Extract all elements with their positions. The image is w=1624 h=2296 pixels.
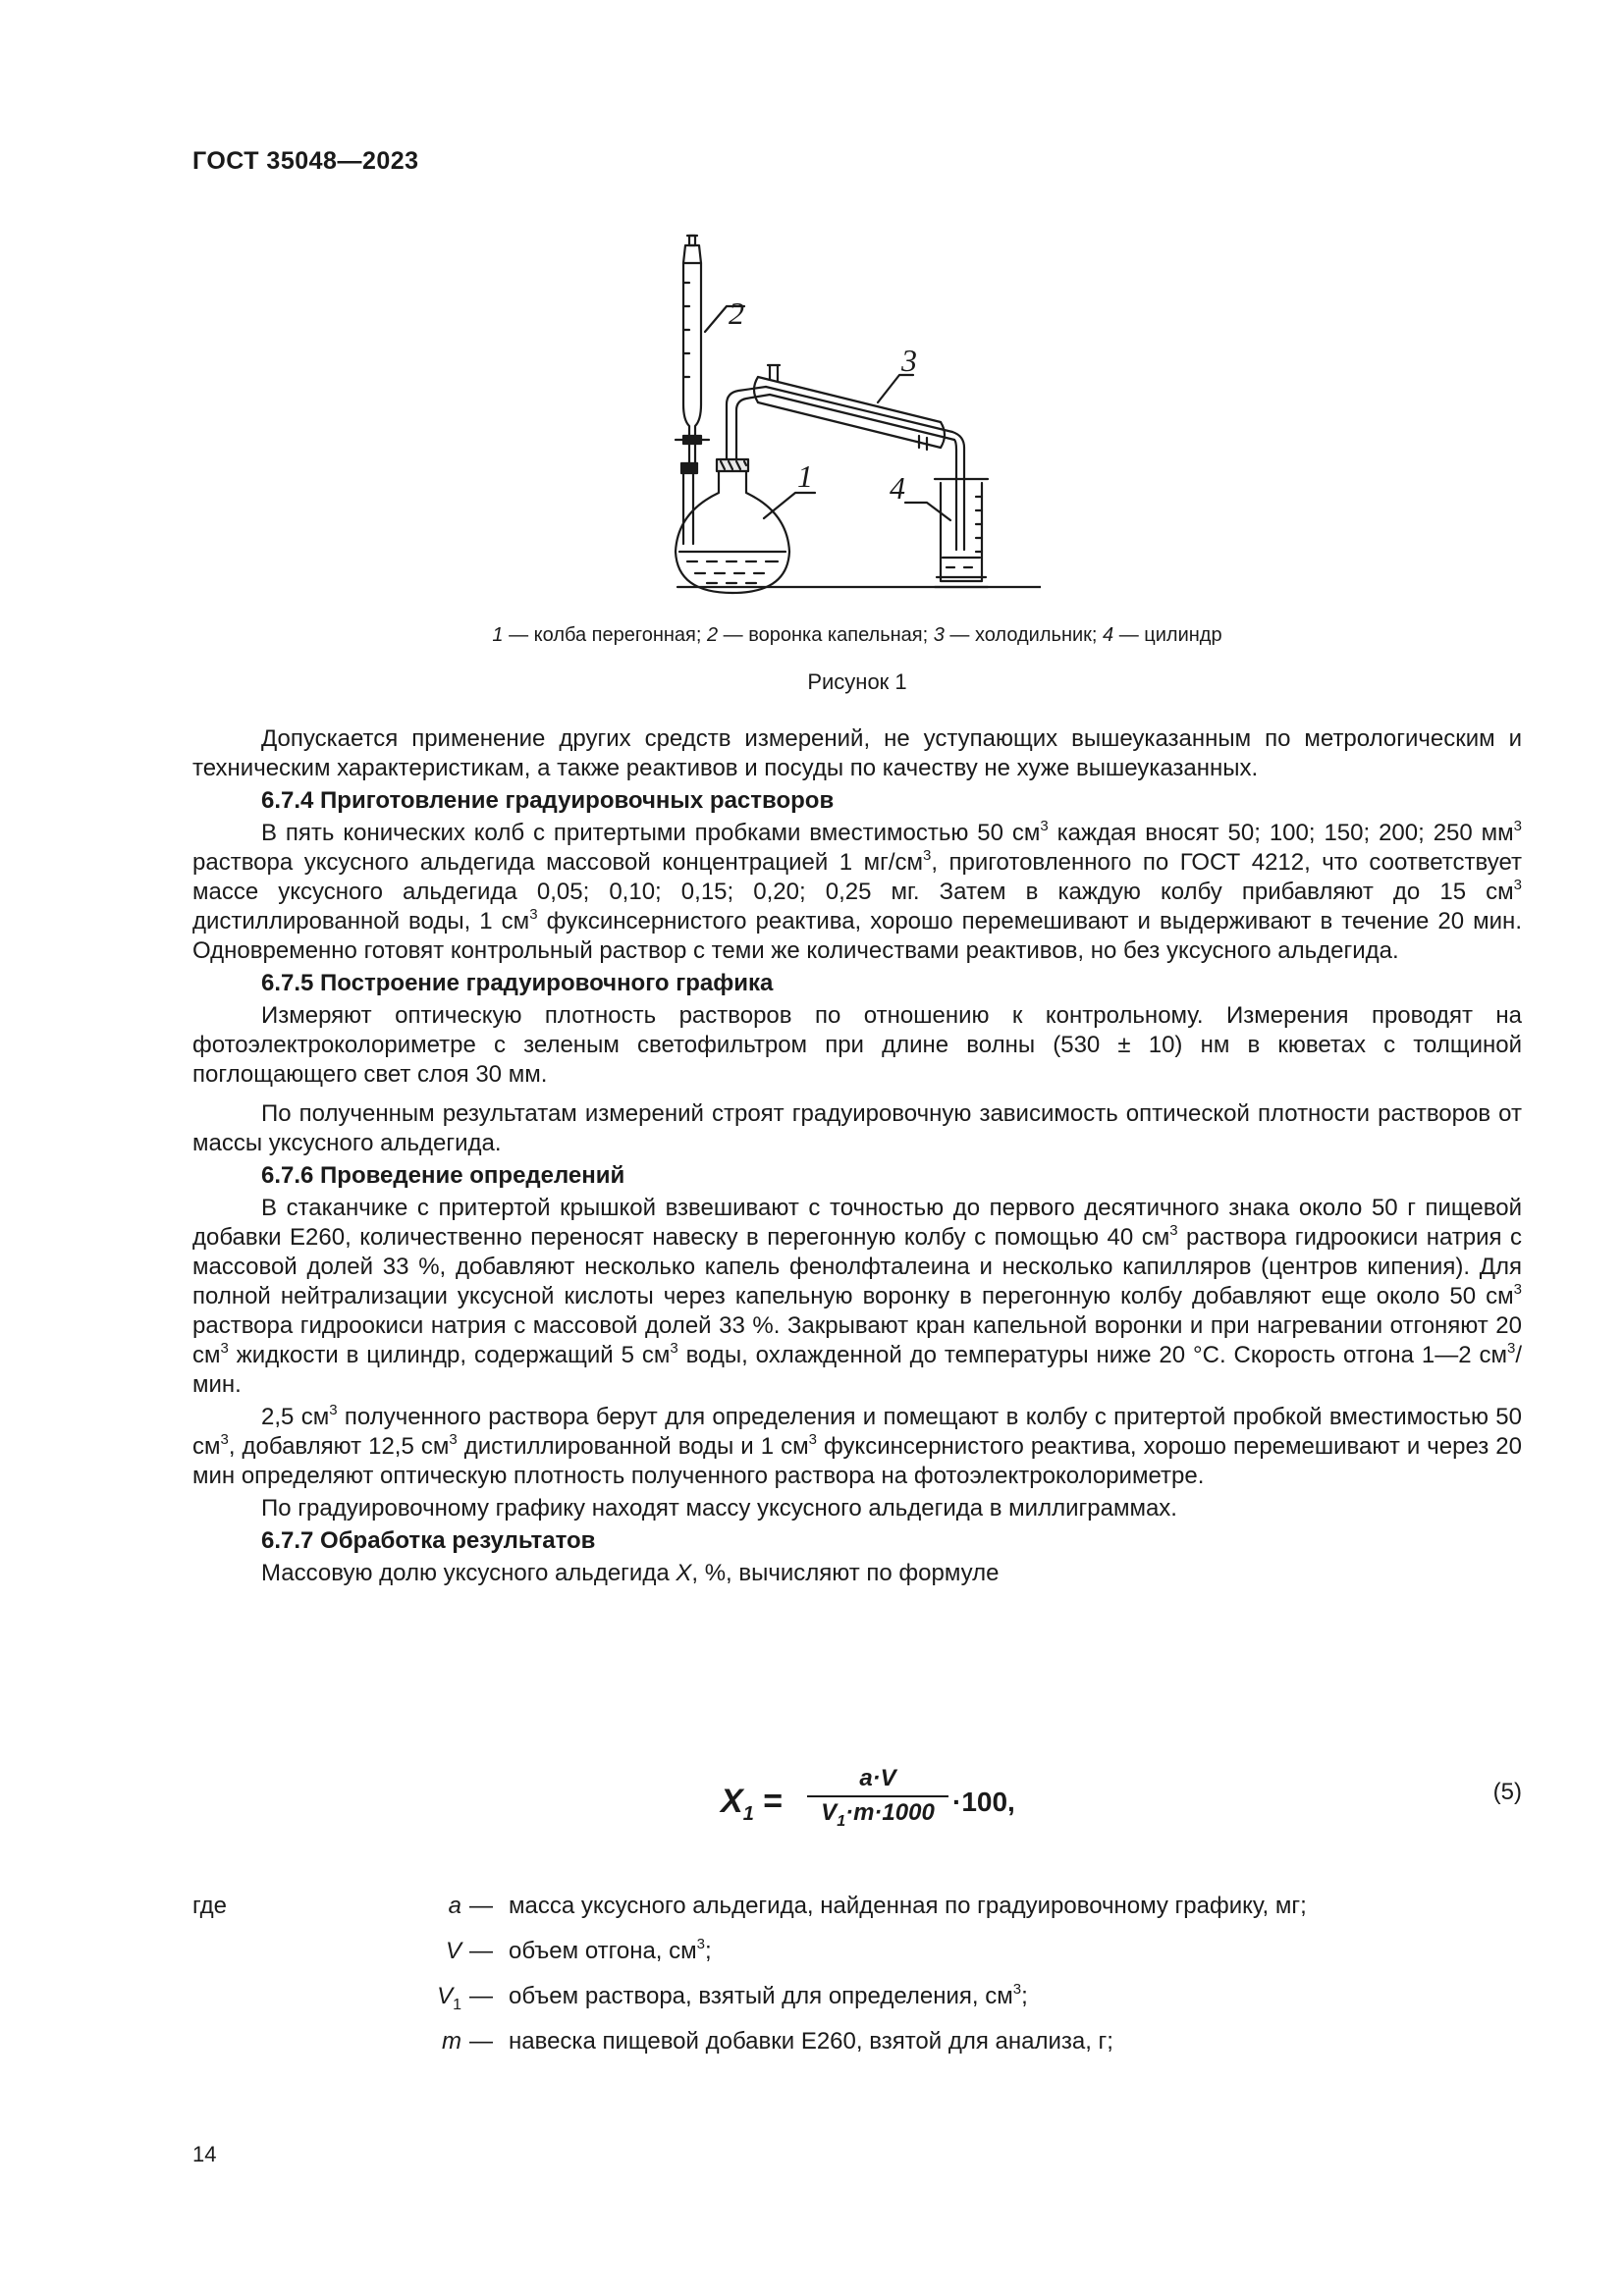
section-heading-6-7-7: 6.7.7 Обработка результатов (261, 1527, 596, 1554)
legend-symbol: V (445, 1938, 461, 1964)
section-heading-6-7-4: 6.7.4 Приготовление градуировочных растворов (261, 787, 835, 814)
caption-num-4: 4 (1103, 624, 1114, 646)
caption-num-1: 1 (492, 624, 504, 646)
legend-text: объем отгона, $см^3$; (509, 1936, 712, 1964)
caption-text-3: — холодильник; (944, 624, 1104, 646)
dropping-funnel (676, 236, 709, 463)
vapour-tube (727, 387, 770, 459)
formula-numerator: a·V (859, 1765, 896, 1791)
apparatus-figure (648, 228, 1041, 597)
condenser (754, 365, 954, 450)
paragraph-alternatives: Допускается применение других средств измерений, не уступающих вышеуказанным по метрологическим и техническим характеристикам, а также реактивов и посуды по качеству не хуже вышеуказанных. (192, 725, 1522, 781)
legend-row-a (192, 1893, 1522, 1922)
caption-text-1: — колба перегонная; (503, 624, 707, 646)
leader-4 (905, 503, 950, 520)
page-number: 14 (192, 2142, 217, 2166)
legend-row-v1 (192, 1983, 1522, 2012)
document-code: ГОСТ 35048—2023 (192, 147, 419, 175)
paragraph-6-7-5-a: Измеряют оптическую плотность растворов по отношению к контрольному. Измерения проводят на фотоэлектроколориметре с зеленым светофильтром при длине волны (530 ± 10) нм в кюветах с толщиной поглощающего свет слоя 30 мм. (192, 1002, 1522, 1088)
body-text (192, 724, 1522, 1588)
paragraph-6-7-6-a: В стаканчике с притертой крышкой взвешивают с точностью до первого десятичного знака около 50 г пищевой добавки Е260, количественно переносят навеску в перегонную колбу с помощью 40 $см^3$ раствора гидроокиси натрия с массовой долей 33 %, добавляют несколько капель фенолфталеина и несколько капилляров (центров кипения). Для полной нейтрализации уксусной кислоты через капельную воронку в перегонную колбу добавляют еще около 50 $см^3$ раствора гидроокиси натрия с массовой долей 33 %. Закрывают кран капельной воронки и при нагревании отгоняют 20 $см^3$ жидкости в цилиндр, содержащий 5 $см^3$ воды, охлажденной до температуры ниже 20 °С. Скорость отгона 1—2 $см^3$/мин. (192, 1195, 1523, 1398)
legend-symbol: m (442, 2028, 461, 2055)
formula-legend (192, 1893, 1522, 2073)
legend-lead: где (192, 1893, 228, 1919)
legend-text: объем раствора, взятый для определения, $см^3$; (509, 1981, 1028, 2009)
legend-text: навеска пищевой добавки Е260, взятой для анализа, г; (509, 2028, 1113, 2055)
legend-dash: — (469, 1893, 493, 1919)
paragraph-6-7-6-b: 2,5 $см^3$ полученного раствора берут для определения и помещают в колбу с притертой пробкой вместимостью 50 $см^3$, добавляют 12,5 $см^3$ дистиллированной воды и 1 $см^3$ фуксинсернистого реактива, хорошо перемешивают и через 20 мин определяют оптическую плотность полученного раствора на фотоэлектроколориметре. (192, 1402, 1523, 1489)
section-heading-6-7-6: 6.7.6 Проведение определений (261, 1162, 625, 1189)
formula-fraction (807, 1765, 948, 1831)
paragraph-6-7-5-b: По полученным результатам измерений строят градуировочную зависимость оптической плотности растворов от массы уксусного альдегида. (192, 1100, 1522, 1156)
figure-label-2: 2 (729, 295, 744, 331)
paragraph-6-7-4: В пять конических колб с притертыми пробками вместимостью 50 $см^3$ каждая вносят 50; 100; 150; 200; 250 $мм^3$ раствора уксусного альдегида массовой концентрацией 1 $мг/см^3$, приготовленного по ГОСТ 4212, что соответствует массе уксусного альдегида 0,05; 0,10; 0,15; 0,20; 0,25 мг. Затем в каждую колбу прибавляют до 15 $см^3$ дистиллированной воды, 1 $см^3$ фуксинсернистого реактива, хорошо перемешивают и выдерживают в течение 20 мин. Одновременно готовят контрольный раствор с теми же количествами реактивов, но без уксусного альдегида. (192, 818, 1523, 964)
leader-1 (764, 493, 815, 518)
figure-label-1: 1 (797, 458, 813, 494)
legend-dash: — (469, 1938, 493, 1964)
formula-fraction-bar (807, 1795, 948, 1797)
legend-symbol: $V_1$ (437, 1983, 461, 2013)
figure-label-4: 4 (890, 470, 905, 506)
formula-5 (192, 1755, 1522, 1843)
formula-lhs: $X_1$ = (721, 1783, 784, 1825)
figure-label-3: 3 (901, 343, 917, 378)
section-heading-6-7-5: 6.7.5 Построение градуировочного графика (261, 970, 774, 996)
distillation-apparatus-drawing (648, 228, 1041, 597)
caption-text-2: — воронка капельная; (718, 624, 934, 646)
legend-row-v (192, 1938, 1522, 1967)
leader-3 (878, 375, 913, 402)
caption-text-4: — цилиндр (1113, 624, 1222, 646)
paragraph-6-7-6-c: По градуировочному графику находят массу уксусного альдегида в миллиграммах. (261, 1495, 1177, 1522)
formula-number: (5) (1492, 1779, 1522, 1805)
legend-text: масса уксусного альдегида, найденная по градуировочному графику, мг; (509, 1893, 1307, 1919)
figure-title: Рисунок 1 (807, 669, 907, 694)
legend-symbol: a (448, 1893, 461, 1919)
adapter-tube (952, 432, 964, 550)
formula-tail: ·100, (952, 1787, 1015, 1817)
figure-caption (192, 624, 1522, 647)
caption-num-3: 3 (933, 624, 945, 646)
funnel-stem (683, 463, 697, 544)
legend-dash: — (469, 1983, 493, 2009)
receiving-cylinder (935, 479, 988, 587)
legend-row-m (192, 2028, 1522, 2057)
formula-denominator: $V_1\cdot m\cdot 1000$ (821, 1799, 935, 1830)
legend-dash: — (469, 2028, 493, 2055)
caption-num-2: 2 (707, 624, 719, 646)
paragraph-6-7-7: Массовую долю уксусного альдегида X, %, вычисляют по формуле (261, 1560, 1000, 1586)
